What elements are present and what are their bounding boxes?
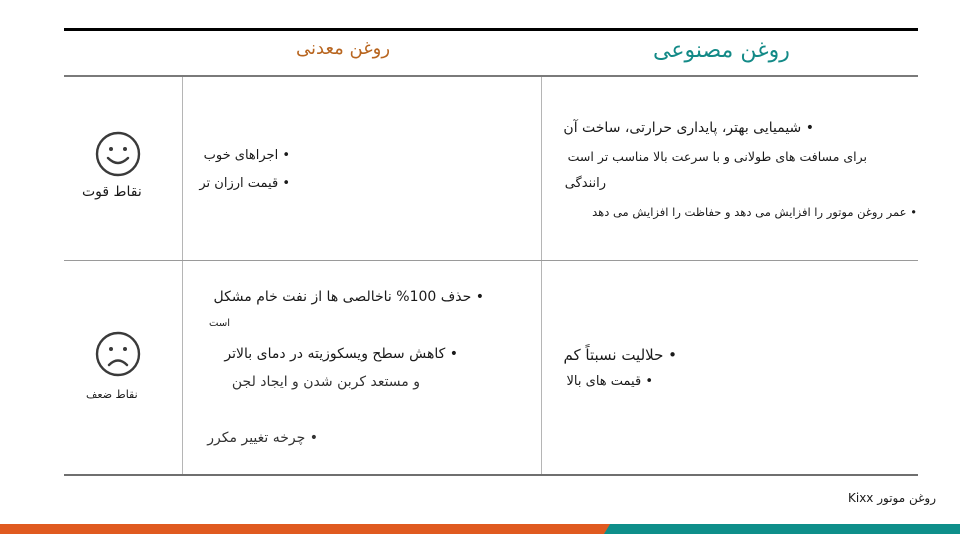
mineral-pro-item: • اجراهای خوب	[204, 148, 290, 163]
footer-bar-teal	[604, 524, 960, 534]
row-label-strengths: نقاط قوت	[82, 184, 142, 200]
mineral-con-item: • چرخه تغییر مکرر	[207, 430, 318, 446]
footer-brand-label: روغن موتور Kixx	[848, 491, 936, 505]
synthetic-pro-item: • شیمیایی بهتر، پایداری حرارتی، ساخت آن	[563, 120, 814, 136]
column-divider	[182, 77, 183, 474]
mineral-pro-item: • قیمت ارزان تر	[199, 176, 290, 191]
sad-face-icon	[95, 331, 141, 377]
mineral-con-item: • حذف 100% ناخالصی ها از نفت خام مشکل	[213, 289, 484, 305]
footer-bar-orange	[0, 524, 612, 534]
synthetic-pro-item: • عمر روغن موتور را افزایش می دهد و حفاظت را افزایش می دهد	[592, 205, 917, 219]
mineral-con-item-continued: و مستعد کربن شدن و ایجاد لجن	[231, 374, 420, 390]
synthetic-pro-item-continued: رانندگی	[564, 176, 606, 191]
smiley-face-icon	[95, 131, 141, 177]
synthetic-pro-item-continued: برای مسافت های طولانی و با سرعت بالا مناسب تر است	[567, 149, 867, 164]
column-header-synthetic-oil: روغن مصنوعی	[653, 38, 790, 63]
row-divider	[64, 260, 918, 261]
synthetic-con-item: • قیمت های بالا	[567, 374, 653, 389]
mineral-con-item-continued: است	[209, 318, 230, 329]
row-label-weaknesses: نقاط ضعف	[86, 388, 138, 401]
column-header-mineral-oil: روغن معدنی	[296, 38, 391, 59]
column-divider	[541, 77, 542, 474]
table-top-rule	[64, 28, 918, 31]
synthetic-con-item: • حلالیت نسبتاً کم	[563, 346, 677, 364]
mineral-con-item: • کاهش سطح ویسکوزیته در دمای بالاتر	[224, 346, 458, 362]
header-divider	[64, 75, 918, 77]
table-bottom-rule	[64, 474, 918, 476]
